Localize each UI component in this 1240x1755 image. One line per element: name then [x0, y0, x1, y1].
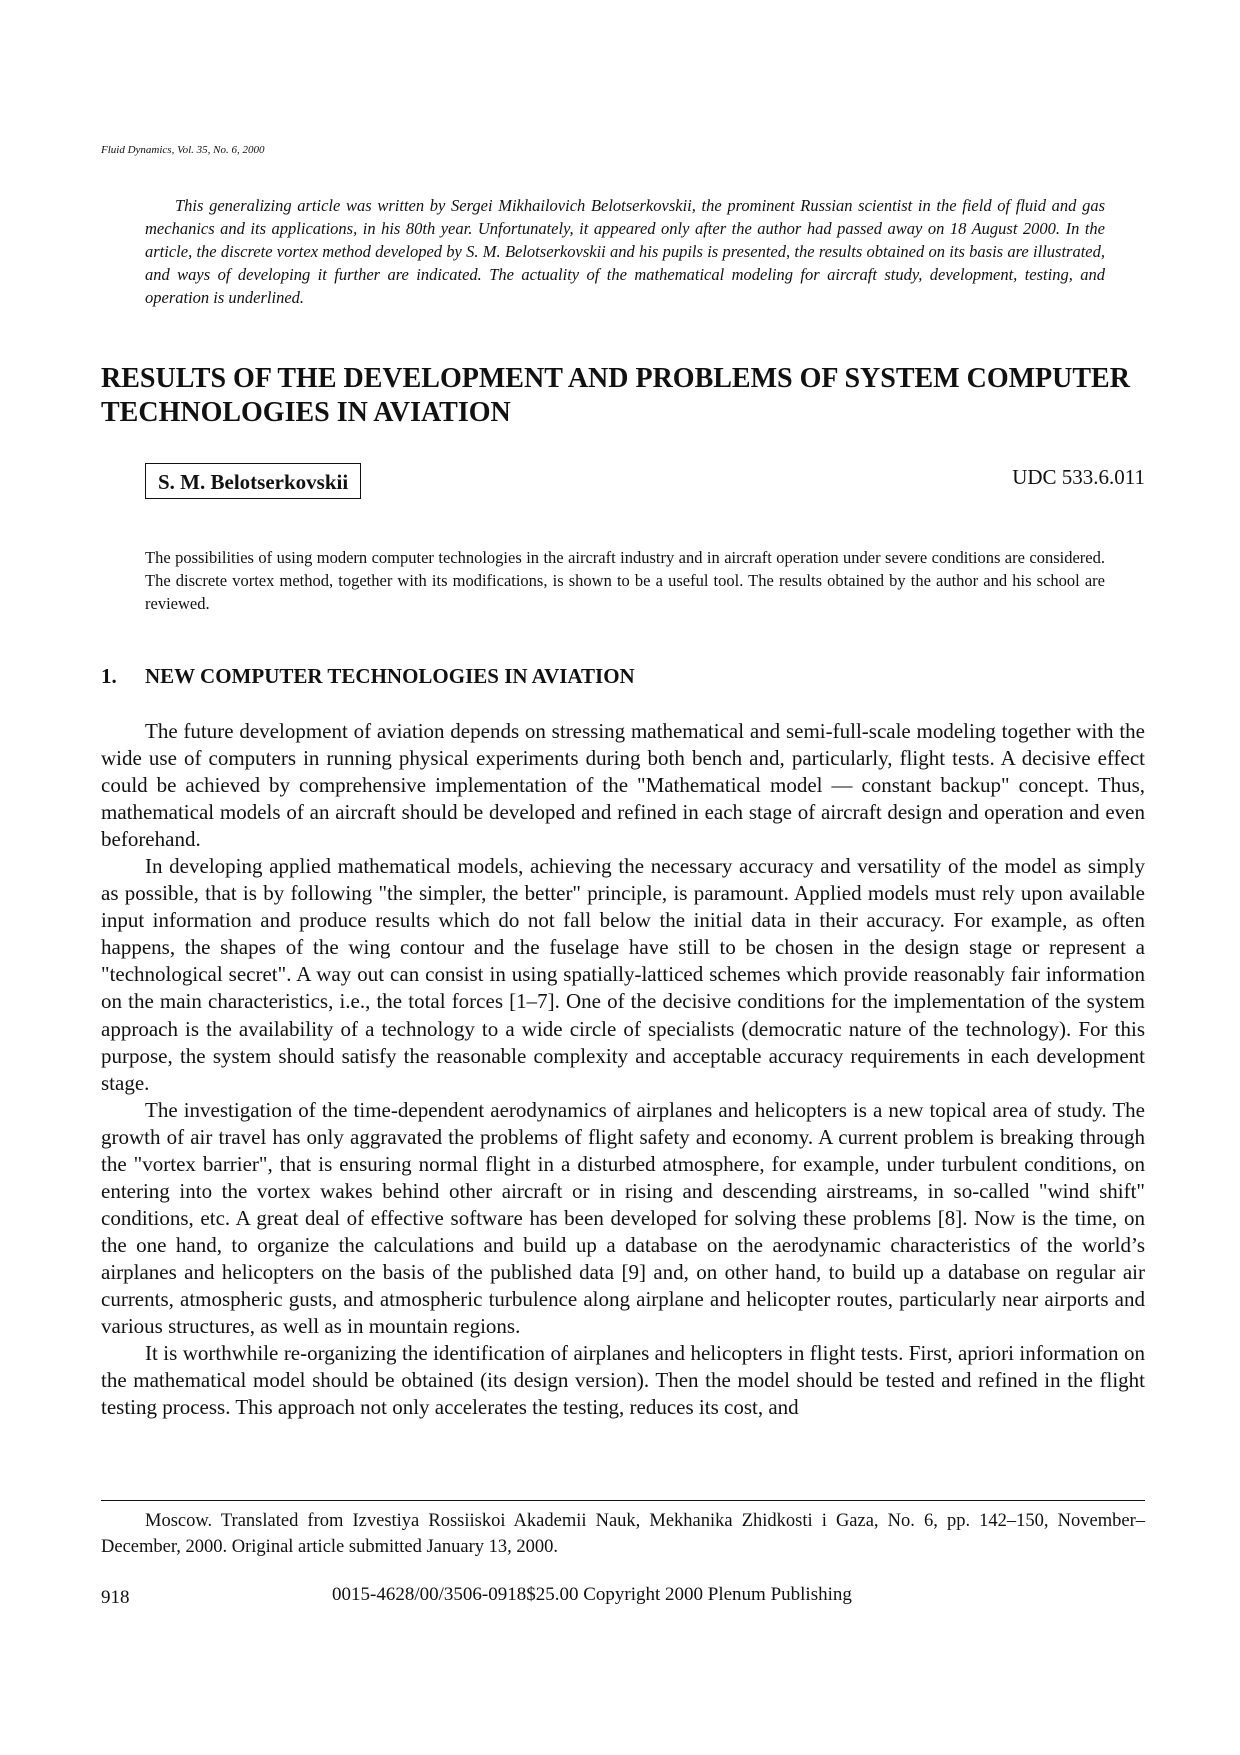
footnote-divider	[101, 1500, 1145, 1501]
journal-reference: Fluid Dynamics, Vol. 35, No. 6, 2000	[101, 144, 265, 156]
section-heading	[101, 664, 635, 689]
editorial-preface: This generalizing article was written by Sergei Mikhailovich Belotserkovskii, the prominent Russian scientist in the field of fluid and gas mechanics and its applications, in his 80th year. Unfortunately, it appeared only after the author had passed away on 18 August 2000. In the article, the discrete vortex method developed by S. M. Belotserkovskii and his pupils is presented, the results obtained on its basis are illustrated, and ways of developing it further are indicated. The actuality of the mathematical modeling for aircraft study, development, testing, and operation is underlined.	[145, 196, 1105, 307]
udc-code: UDC 533.6.011	[1012, 465, 1145, 489]
body-paragraph: The future development of aviation depends on stressing mathematical and semi-full-scale modeling together with the wide use of computers in running physical experiments during both bench and, particularly, flight tests. A decisive effect could be achieved by comprehensive implementation of the "Mathematical model — constant backup" concept. Thus, mathematical models of an aircraft should be developed and refined in each stage of aircraft design and operation and even beforehand.	[101, 719, 1145, 852]
body-paragraph: It is worthwhile re-organizing the identification of airplanes and helicopters in flight tests. First, apriori information on the mathematical model should be obtained (its design version). Then the model should be tested and refined in the flight testing process. This approach not only accelerates the testing, reduces its cost, and	[101, 1341, 1145, 1420]
page-number: 918	[101, 1587, 130, 1608]
copyright-line: 0015-4628/00/3506-0918$25.00 Copyright 2000 Plenum Publishing	[332, 1584, 852, 1605]
footnote: Moscow. Translated from Izvestiya Rossiiskoi Akademii Nauk, Mekhanika Zhidkosti i Gaza, No. 6, pp. 142–150, November–December, 2000. Original article submitted January 13, 2000.	[101, 1511, 1145, 1557]
article-title: RESULTS OF THE DEVELOPMENT AND PROBLEMS OF SYSTEM COMPUTER TECHNOLOGIES IN AVIATION	[101, 363, 1130, 428]
section-body	[101, 718, 1145, 1421]
author-name: S. M. Belotserkovskii	[145, 463, 361, 499]
body-paragraph: In developing applied mathematical models, achieving the necessary accuracy and versatility of the model as simply as possible, that is by following "the simpler, the better" principle, is paramount. Applied models must rely upon available input information and produce results which do not fall below the initial data in their accuracy. For example, as often happens, the shapes of the wing contour and the fuselage have still to be chosen in the design stage or represent a "technological secret". A way out can consist in using spatially-latticed schemes which provide reasonably fair information on the main characteristics, i.e., the total forces [1–7]. One of the decisive conditions for the implementation of the system approach is the availability of a technology to a wide circle of specialists (democratic nature of the technology). For this purpose, the system should satisfy the reasonable complexity and acceptable accuracy requirements in each development stage.	[101, 854, 1145, 1095]
section-number: 1.	[101, 664, 117, 688]
section-title: NEW COMPUTER TECHNOLOGIES IN AVIATION	[145, 664, 635, 688]
body-paragraph: The investigation of the time-dependent aerodynamics of airplanes and helicopters is a new topical area of study. The growth of air travel has only aggravated the problems of flight safety and economy. A current problem is breaking through the "vortex barrier", that is ensuring normal flight in a disturbed atmosphere, for example, under turbulent conditions, on entering into the vortex wakes behind other aircraft or in rising and descending airstreams, in so-called "wind shift" conditions, etc. A great deal of effective software has been developed for solving these problems [8]. Now is the time, on the one hand, to organize the calculations and build up a database on the aerodynamic characteristics of the world’s airplanes and helicopters on the basis of the published data [9] and, on other hand, to build up a database on regular air currents, atmospheric gusts, and atmospheric turbulence along airplane and helicopter routes, particularly near airports and various structures, as well as in mountain regions.	[101, 1097, 1145, 1339]
abstract: The possibilities of using modern computer technologies in the aircraft industry and in aircraft operation under severe conditions are considered. The discrete vortex method, together with its modifications, is shown to be a useful tool. The results obtained by the author and his school are reviewed.	[145, 548, 1105, 613]
